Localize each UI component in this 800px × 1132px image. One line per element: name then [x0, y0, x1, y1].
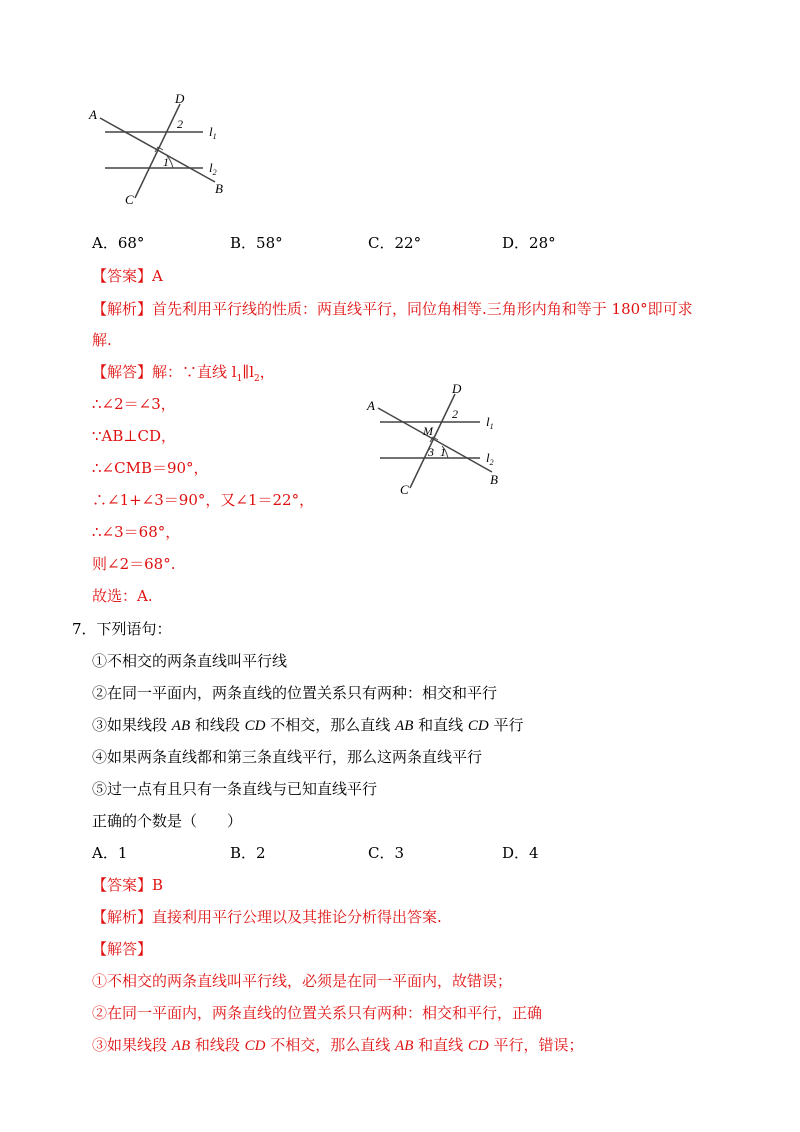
figure-parallel-lines-2	[362, 380, 512, 500]
label-2: 2	[452, 407, 458, 421]
label-b: B	[490, 472, 498, 487]
label-1: 1	[440, 445, 446, 459]
q7-option-a: A．1	[92, 844, 128, 862]
q6-step-3: ∴∠CMB＝90°，	[92, 459, 209, 477]
q7-statement-5: ⑤过一点有且只有一条直线与已知直线平行	[92, 780, 378, 798]
q7-statement-2: ②在同一平面内，两条直线的位置关系只有两种：相交和平行	[92, 684, 498, 702]
q7-option-d: D．4	[502, 844, 539, 862]
figure-parallel-lines-1	[85, 90, 235, 210]
label-2: 2	[177, 117, 183, 131]
label-c: C	[125, 192, 134, 207]
label-c: C	[400, 482, 409, 497]
q6-option-a: A．68°	[92, 234, 145, 252]
q6-step-5: ∴∠3＝68°，	[92, 523, 181, 541]
label-3: 3	[428, 445, 434, 459]
label-d: D	[175, 91, 185, 106]
q7-solution-2: ②在同一平面内，两条直线的位置关系只有两种：相交和平行，正确	[92, 1004, 543, 1022]
line-cd	[135, 104, 180, 198]
q6-step-2: ∵AB⊥CD，	[92, 427, 177, 445]
line-ab	[378, 408, 492, 472]
label-d: D	[452, 381, 462, 396]
q7-analysis: 【解析】直接利用平行公理以及其推论分析得出答案.	[92, 908, 442, 926]
q6-step-4: ∴∠1+∠3＝90°，又∠1＝22°，	[92, 491, 315, 509]
q6-step-1: ∴∠2＝∠3，	[92, 395, 176, 413]
q7-statement-1: ①不相交的两条直线叫平行线	[92, 652, 288, 670]
q6-solution-head: 【解答】解：∵直线 $l_1\parallel l_2$，	[92, 363, 275, 384]
label-l1: $l_1$	[486, 414, 494, 431]
label-l1: $l_1$	[209, 124, 217, 141]
line-cd	[410, 394, 455, 488]
label-a: A	[89, 107, 97, 122]
label-l2: $l_2$	[486, 450, 494, 467]
q7-solution-3: ③如果线段 AB 和线段 CD 不相交，那么直线 AB 和直线 CD 平行，错误；	[92, 1036, 584, 1054]
q7-option-b: B．2	[230, 844, 266, 862]
q6-option-d: D．28°	[502, 234, 556, 252]
q7-statement-4: ④如果两条直线都和第三条直线平行，那么这两条直线平行	[92, 748, 483, 766]
q7-statement-3: ③如果线段 AB 和线段 CD 不相交，那么直线 AB 和直线 CD 平行	[92, 716, 524, 734]
q7-solution-1: ①不相交的两条直线叫平行线，必须是在同一平面内，故错误；	[92, 972, 513, 990]
label-1: 1	[163, 155, 169, 169]
q6-step-6: 则∠2＝68°.	[92, 555, 176, 573]
q7-question: 正确的个数是（ ）	[92, 812, 243, 830]
q7-answer: 【答案】B	[92, 876, 164, 894]
q6-answer: 【答案】A	[92, 267, 163, 285]
label-a: A	[367, 398, 375, 413]
q7-option-c: C．3	[368, 844, 405, 862]
label-l2: $l_2$	[209, 160, 217, 177]
q6-analysis-line2: 解.	[92, 331, 112, 349]
q6-option-c: C．22°	[368, 234, 422, 252]
q7-stem: 7．下列语句：	[72, 620, 172, 638]
label-m: M	[423, 424, 433, 438]
label-b: B	[215, 181, 223, 196]
q6-option-b: B．58°	[230, 234, 283, 252]
q6-step-7: 故选：A.	[92, 587, 153, 605]
q7-solution-head: 【解答】	[92, 940, 153, 958]
q6-analysis-line1: 【解析】首先利用平行线的性质：两直线平行，同位角相等.三角形内角和等于 180°即可求	[92, 300, 693, 318]
